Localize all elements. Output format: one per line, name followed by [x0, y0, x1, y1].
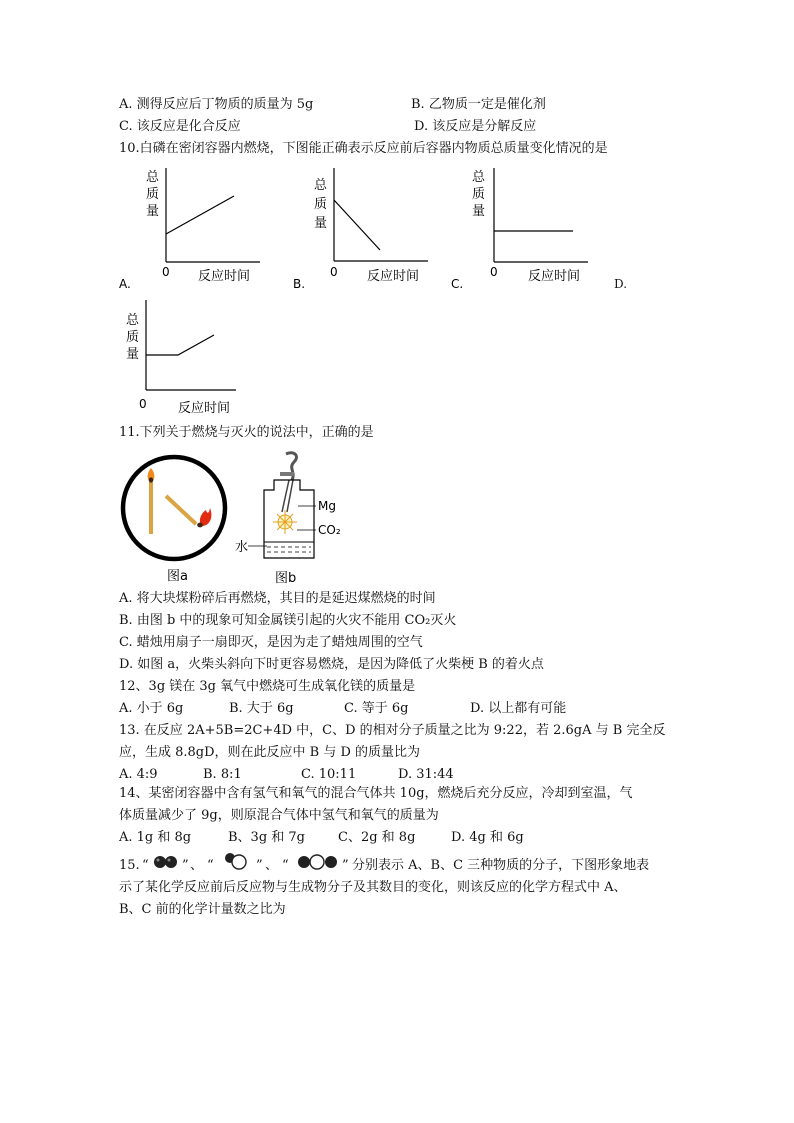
- q14-option-a: A. 1g 和 8g: [119, 830, 192, 845]
- label-water: 水: [235, 540, 249, 555]
- ylabel-char: 量: [126, 347, 140, 362]
- q11-option-d: D. 如图 a，火柴头斜向下时更容易燃烧，是因为降低了火柴梗 B 的着火点: [119, 657, 544, 672]
- q10-graph-a: [110, 162, 280, 292]
- figure-a-circle: [123, 457, 225, 559]
- x-axis-label: 反应时间: [178, 401, 231, 416]
- mass-line: [334, 200, 380, 250]
- separator: 、: [265, 858, 279, 873]
- figure-a-caption: 图a: [167, 569, 188, 584]
- molecule-a-icon: [152, 853, 182, 871]
- label-co2: CO₂: [318, 523, 341, 537]
- quote-close: ”: [182, 858, 189, 873]
- x-axis-label: 反应时间: [528, 269, 581, 284]
- ylabel-char: 质: [472, 187, 486, 202]
- ylabel-char: 总: [314, 178, 328, 193]
- q11-option-b: B. 由图 b 中的现象可知金属镁引起的火灾不能用 CO₂灭火: [119, 613, 457, 628]
- ylabel-char: 量: [146, 204, 160, 219]
- q12-stem: 12、3g 镁在 3g 氧气中燃烧可生成氧化镁的质量是: [119, 679, 416, 694]
- q11-option-c: C. 蜡烛用扇子一扇即灭，是因为走了蜡烛周围的空气: [119, 635, 423, 650]
- ylabel-char: 质: [146, 187, 160, 202]
- q9-option-d: D. 该反应是分解反应: [414, 119, 537, 134]
- ylabel-char: 量: [314, 216, 328, 231]
- x-axis-label: 反应时间: [367, 269, 420, 284]
- figure-b-caption: 图b: [275, 571, 297, 586]
- q15-line2: 示了某化学反应前后反应物与生成物分子及其数目的变化，则该反应的化学方程式中 A、: [119, 880, 627, 895]
- ylabel-char: 质: [314, 197, 328, 212]
- q15-stem-end: 分别表示 A、B、C 三种物质的分子，下图形象地表: [352, 858, 650, 873]
- separator: 、: [190, 858, 204, 873]
- q11-stem: 11.下列关于燃烧与灭火的说法中，正确的是: [119, 425, 374, 440]
- origin-label: 0: [139, 397, 147, 411]
- quote-close: ”: [256, 858, 263, 873]
- q12-option-c: C. 等于 6g: [344, 701, 409, 716]
- option-letter: A.: [119, 277, 131, 291]
- ylabel-char: 总: [126, 313, 140, 328]
- q10-graph-b: [285, 162, 455, 292]
- match-stick-tilted: [166, 496, 196, 524]
- q12-option-b: B. 大于 6g: [229, 701, 294, 716]
- mass-line: [166, 196, 234, 234]
- origin-label: 0: [490, 265, 498, 279]
- quote-open: “: [207, 858, 214, 873]
- q14-option-b: B、3g 和 7g: [228, 830, 306, 845]
- q13-option-d: D. 31:44: [398, 767, 454, 782]
- q14-line1: 14、某密闭容器中含有氢气和氧气的混合气体共 10g，燃烧后充分反应，冷却到室温，气: [119, 786, 633, 801]
- q10-stem: 10.白磷在密闭容器内燃烧，下图能正确表示反应前后容器内物质总质量变化情况的是: [119, 141, 608, 156]
- quote-close: ”: [342, 858, 349, 873]
- ylabel-char: 总: [472, 170, 486, 185]
- q10-graph-d: [120, 296, 250, 418]
- mass-line: [146, 335, 214, 355]
- q13-option-b: B. 8:1: [203, 767, 242, 782]
- q13-line2: 应，生成 8.8gD，则在此反应中 B 与 D 的质量比为: [119, 745, 421, 760]
- molecule-c-icon: [296, 853, 340, 871]
- q9-option-b: B. 乙物质一定是催化剂: [411, 97, 546, 112]
- origin-label: 0: [330, 265, 338, 279]
- quote-open: “: [142, 858, 149, 873]
- q10-graph-c: [445, 162, 630, 292]
- option-letter: C.: [451, 277, 464, 291]
- q13-option-a: A. 4:9: [119, 767, 158, 782]
- q11-figure-a: [118, 452, 238, 584]
- q14-option-c: C、2g 和 8g: [338, 830, 416, 845]
- q12-option-a: A. 小于 6g: [119, 701, 184, 716]
- quote-open: “: [282, 858, 289, 873]
- match-stick-upright: [149, 482, 153, 534]
- q9-option-a: A. 测得反应后丁物质的质量为 5g: [119, 97, 314, 112]
- q15-line3: B、C 前的化学计量数之比为: [119, 902, 286, 917]
- q13-line1: 13. 在反应 2A+5B=2C+4D 中，C、D 的相对分子质量之比为 9:22，若 2.6gA 与 B 完全反: [119, 723, 666, 738]
- option-letter: B.: [293, 277, 306, 291]
- q10-option-d-letter: D.: [614, 277, 628, 291]
- q14-line2: 体质量减少了 9g，则原混合气体中氢气和氧气的质量为: [119, 808, 439, 823]
- q11-figure-b: [234, 450, 359, 588]
- q12-option-d: D. 以上都有可能: [470, 701, 567, 716]
- ylabel-char: 总: [146, 170, 160, 185]
- label-mg: Mg: [318, 499, 336, 513]
- q13-option-c: C. 10:11: [301, 767, 357, 782]
- ylabel-char: 量: [472, 204, 486, 219]
- x-axis-label: 反应时间: [198, 269, 251, 284]
- q14-option-d: D. 4g 和 6g: [451, 830, 524, 845]
- q9-option-c: C. 该反应是化合反应: [119, 119, 241, 134]
- molecule-b-icon: [222, 851, 252, 871]
- q15-number: 15.: [119, 858, 140, 873]
- burning-mg-sparks-icon: [273, 510, 297, 534]
- origin-label: 0: [162, 265, 170, 279]
- q11-option-a: A. 将大块煤粉碎后再燃烧，其目的是延迟煤燃烧的时间: [119, 591, 436, 606]
- ylabel-char: 质: [126, 330, 140, 345]
